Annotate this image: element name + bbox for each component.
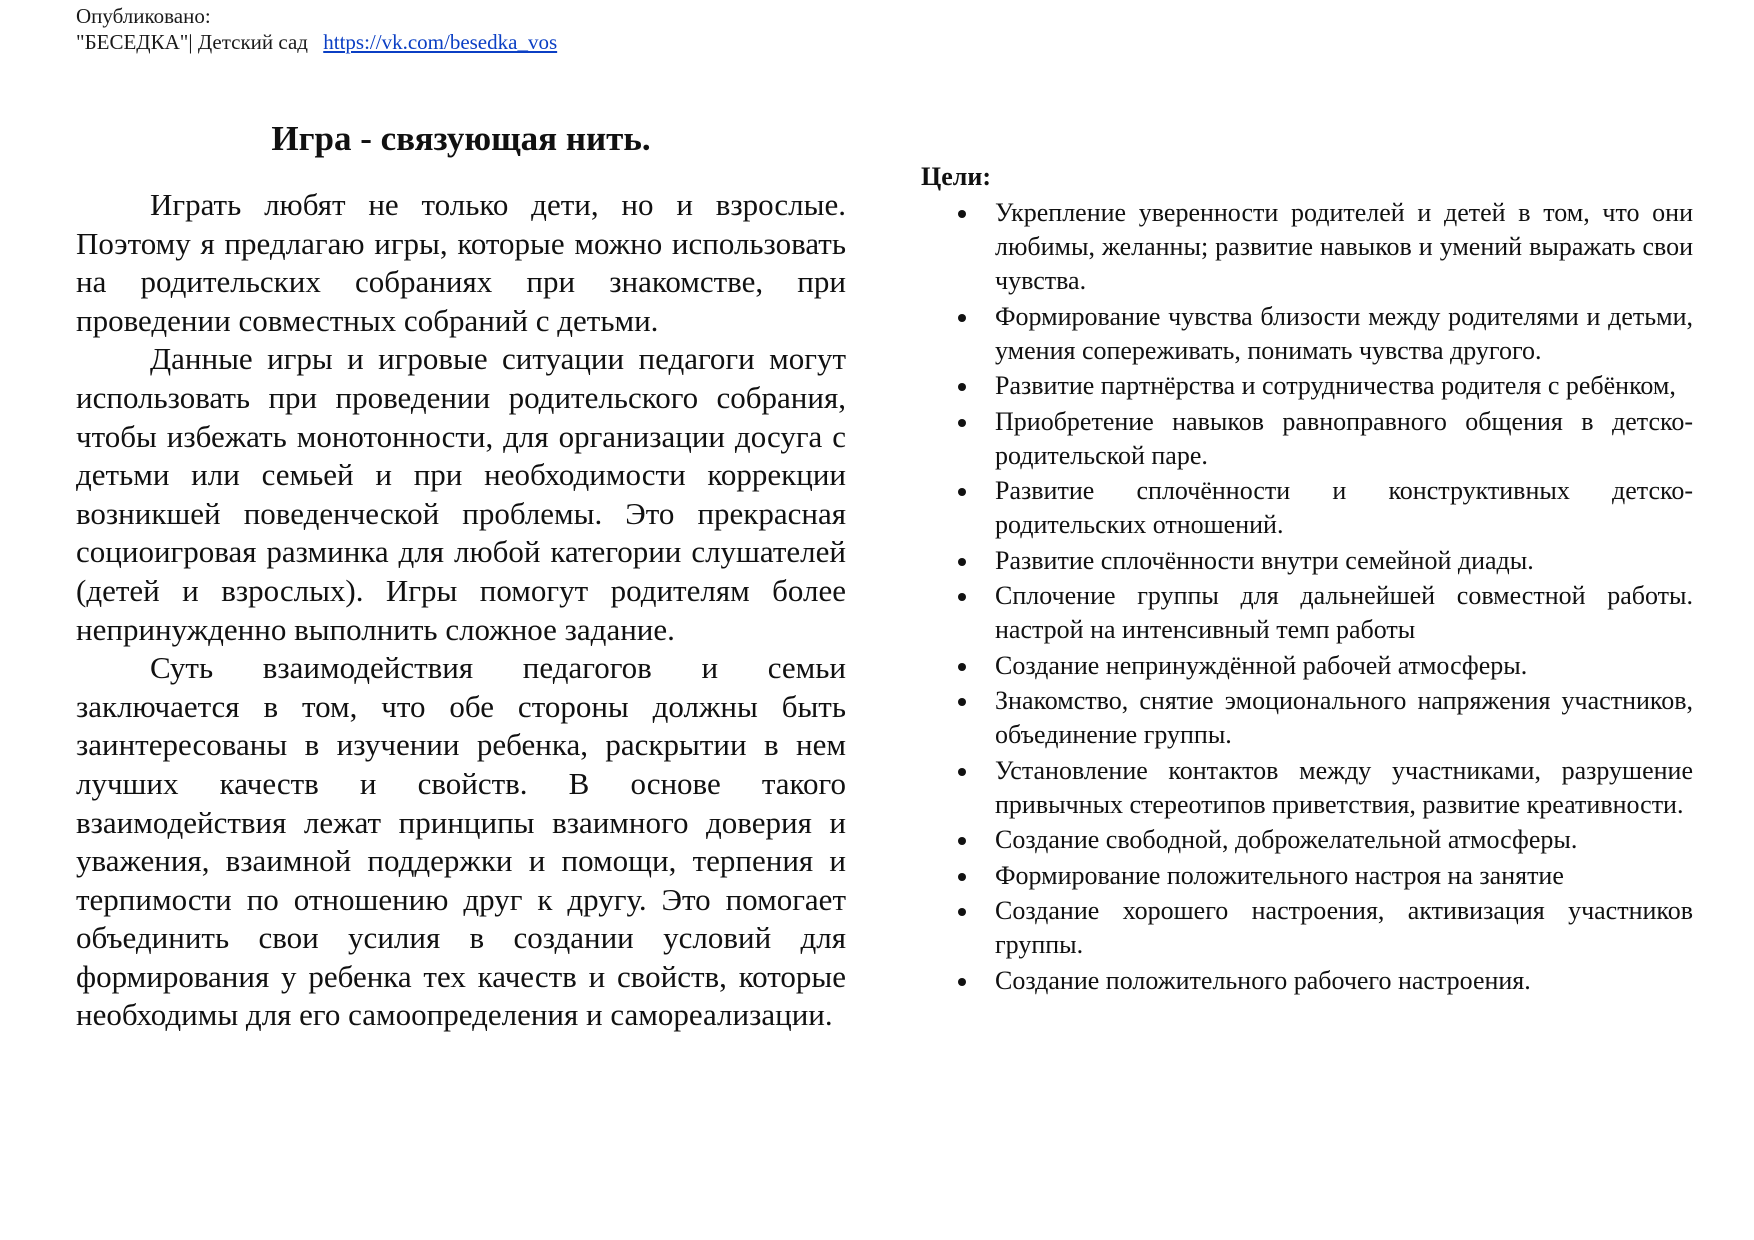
bullet-icon — [958, 698, 966, 706]
bullet-icon — [958, 768, 966, 776]
goal-text: Формирование чувства близости между родителями и детьми, умения сопереживать, понимать чувства другого. — [995, 301, 1693, 365]
goal-item — [921, 859, 1693, 893]
goal-item — [921, 579, 1693, 647]
bullet-icon — [958, 978, 966, 986]
article-title: Игра - связующая нить. — [271, 119, 651, 158]
bullet-icon — [958, 314, 966, 322]
goals-column — [921, 160, 1693, 999]
goal-text: Приобретение навыков равноправного общения в детско-родительской паре. — [995, 406, 1693, 470]
bullet-icon — [958, 210, 966, 218]
goals-list — [921, 196, 1693, 998]
goal-text: Укрепление уверенности родителей и детей в том, что они любимы, желанны; развитие навыков и умений выражать свои чувства. — [995, 198, 1693, 295]
goal-text: Создание свободной, доброжелательной атмосферы. — [995, 825, 1578, 854]
goal-text: Формирование положительного настроя на занятие — [995, 860, 1564, 890]
article-paragraph: Играть любят не только дети, но и взрослые. Поэтому я предлагаю игры, которые можно использовать на родительских собраниях при знакомстве, при проведении совместных собраний с детьми. — [76, 187, 846, 338]
goal-item — [921, 300, 1693, 368]
goal-item — [921, 369, 1693, 403]
bullet-icon — [958, 558, 966, 566]
article-paragraph: Данные игры и игровые ситуации педагоги могут использовать при проведении родительского собрания, чтобы избежать монотонности, для организации досуга с детьми или семьей и при необходимости коррекции возникшей поведенческой проблемы. Это прекрасная социоигровая разминка для любой категории слушателей (детей и взрослых). Игры помогут родителям более непринужденно выполнить сложное задание. — [76, 341, 846, 647]
bullet-icon — [958, 383, 966, 391]
article-column — [76, 118, 846, 1035]
source-name: "БЕСЕДКА"| Детский сад — [76, 30, 308, 54]
goal-text: Создание положительного рабочего настроения. — [995, 965, 1531, 995]
publication-header — [76, 3, 557, 55]
goal-item — [921, 894, 1693, 962]
goal-item — [921, 405, 1693, 473]
goal-item — [921, 474, 1693, 542]
goal-item — [921, 649, 1693, 683]
goal-item — [921, 544, 1693, 578]
goal-text: Сплочение группы для дальнейшей совместной работы. настрой на интенсивный темп работы — [995, 581, 1693, 644]
goal-text: Создание хорошего настроения, активизация участников группы. — [995, 896, 1693, 959]
goals-heading: Цели: — [921, 162, 991, 191]
bullet-icon — [958, 419, 966, 427]
article-paragraph: Суть взаимодействия педагогов и семьи заключается в том, что обе стороны должны быть заинтересованы в изучении ребенка, раскрытии в нем лучших качеств и свойств. В основе такого взаимодействия лежат принципы взаимного доверия и уважения, взаимной поддержки и помощи, терпения и терпимости по отношению друг к другу. Это помогает объединить свои усилия в создании условий для формирования у ребенка тех качеств и свойств, которые необходимы для его самоопределения и самореализации. — [76, 650, 846, 1033]
source-link[interactable]: https://vk.com/besedka_vos — [323, 30, 558, 54]
goal-item — [921, 964, 1693, 998]
bullet-icon — [958, 873, 966, 881]
source-line — [76, 29, 557, 55]
goal-text: Развитие сплочённости внутри семейной диады. — [995, 545, 1534, 575]
goal-text: Развитие сплочённости и конструктивных детско-родительских отношений. — [995, 476, 1693, 539]
goal-text: Развитие партнёрства и сотрудничества родителя с ребёнком, — [995, 371, 1676, 400]
goal-text: Установление контактов между участниками, разрушение привычных стереотипов приветствия, развитие креативности. — [995, 755, 1693, 819]
goal-item — [921, 684, 1693, 752]
bullet-icon — [958, 908, 966, 916]
goal-text: Знакомство, снятие эмоционального напряжения участников, объединение группы. — [995, 686, 1693, 749]
goal-item — [921, 754, 1693, 822]
published-label: Опубликовано: — [76, 4, 211, 28]
bullet-icon — [958, 593, 966, 601]
goal-item — [921, 823, 1693, 857]
goal-item — [921, 196, 1693, 298]
bullet-icon — [958, 663, 966, 671]
goal-text: Создание непринуждённой рабочей атмосферы. — [995, 650, 1528, 680]
bullet-icon — [958, 488, 966, 496]
bullet-icon — [958, 837, 966, 845]
